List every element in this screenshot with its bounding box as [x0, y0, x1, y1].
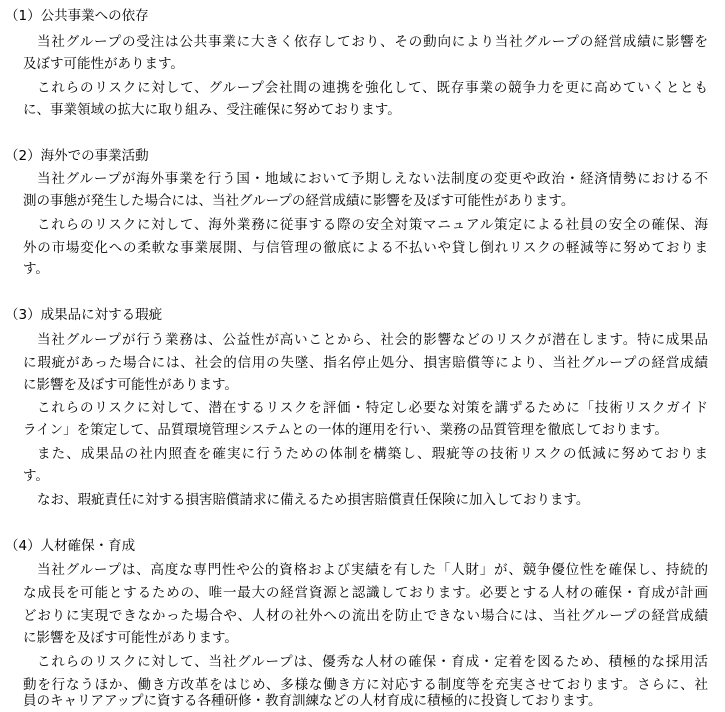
section-4-line-2: な成長を可能とするための、唯一最大の経営資源と認識しております。必要とする人材の確保・育成が計画: [23, 585, 708, 601]
section-4-line-4: に影響を及ぼす可能性があります。: [23, 630, 238, 646]
section-1-line-4: に、事業領域の拡大に取り組み、受注確保に努めております。: [23, 102, 401, 118]
section-4-line-6: 動を行なうほか、働き方改革をはじめ、多様な働き方に対応する制度等を充実させております。さらに、社: [23, 677, 708, 693]
section-1-line-1: 当社グループの受注は公共事業に大きく依存しており、その動向により当社グループの経営成績に影響を: [37, 34, 708, 50]
section-heading-3: （3）成果品に対する瑕疵: [5, 307, 163, 323]
section-3-line-1: 当社グループが行う業務は、公益性が高いことから、社会的影響などのリスクが潜在します。特に成果品: [37, 332, 708, 348]
section-1-line-2: 及ぼす可能性があります。: [23, 56, 184, 72]
section-3-line-8: なお、瑕疵責任に対する損害賠償請求に備えるため損害賠償責任保険に加入しております。: [37, 492, 590, 508]
section-3-line-3: に影響を及ぼす可能性があります。: [23, 377, 238, 393]
section-3-line-4: これらのリスクに対して、潜在するリスクを評価・特定し必要な対策を講ずるために「技術リスクガイド: [37, 400, 708, 416]
section-4-line-1: 当社グループは、高度な専門性や公的資格および実績を有した「人財」が、競争優位性を確保し、持続的: [37, 562, 708, 578]
section-heading-1: （1）公共事業への依存: [5, 8, 149, 24]
section-2-line-3: これらのリスクに対して、海外業務に従事する際の安全対策マニュアル策定による社員の安全の確保、海: [37, 217, 708, 233]
section-3-line-5: ライン」を策定して、品質環境管理システムとの一体的運用を行い、業務の品質管理を徹底しております。: [23, 422, 668, 438]
section-3-line-2: に瑕疵があった場合には、社会的信用の失墜、指名停止処分、損害賠償等により、当社グループの経営成績: [23, 355, 708, 371]
section-heading-2: （2）海外での事業活動: [5, 148, 149, 164]
section-3-line-6: また、成果品の社内照査を確実に行うための体制を構築し、瑕疵等の技術リスクの低減に努めておりま: [37, 446, 708, 462]
section-2-line-1: 当社グループが海外事業を行う国・地域において予期しえない法制度の変更や政治・経済情勢における不: [37, 171, 708, 187]
section-4-line-3: どおりに実現できなかった場合や、人材の社外への流出を防止できない場合には、当社グループの経営成績: [23, 608, 708, 624]
section-4-line-7: 員のキャリアアップに資する各種研修・教育訓練などの人材育成に積極的に投資しております。: [23, 693, 602, 709]
section-3-line-7: す。: [23, 468, 49, 484]
section-2-line-4: 外の市場変化への柔軟な事業展開、与信管理の徹底による不払いや貸し倒れリスクの軽減等に努めておりま: [23, 240, 708, 256]
section-heading-4: （4）人材確保・育成: [5, 538, 136, 554]
section-2-line-5: す。: [23, 261, 49, 277]
section-1-line-3: これらのリスクに対して、グループ会社間の連携を強化して、既存事業の競争力を更に高めていくととも: [37, 80, 708, 96]
section-2-line-2: 測の事態が発生した場合には、当社グループの経営成績に影響を及ぼす可能性があります。: [23, 193, 575, 209]
section-4-line-5: これらのリスクに対して、当社グループは、優秀な人材の確保・育成・定着を図るため、積極的な採用活: [37, 654, 708, 670]
